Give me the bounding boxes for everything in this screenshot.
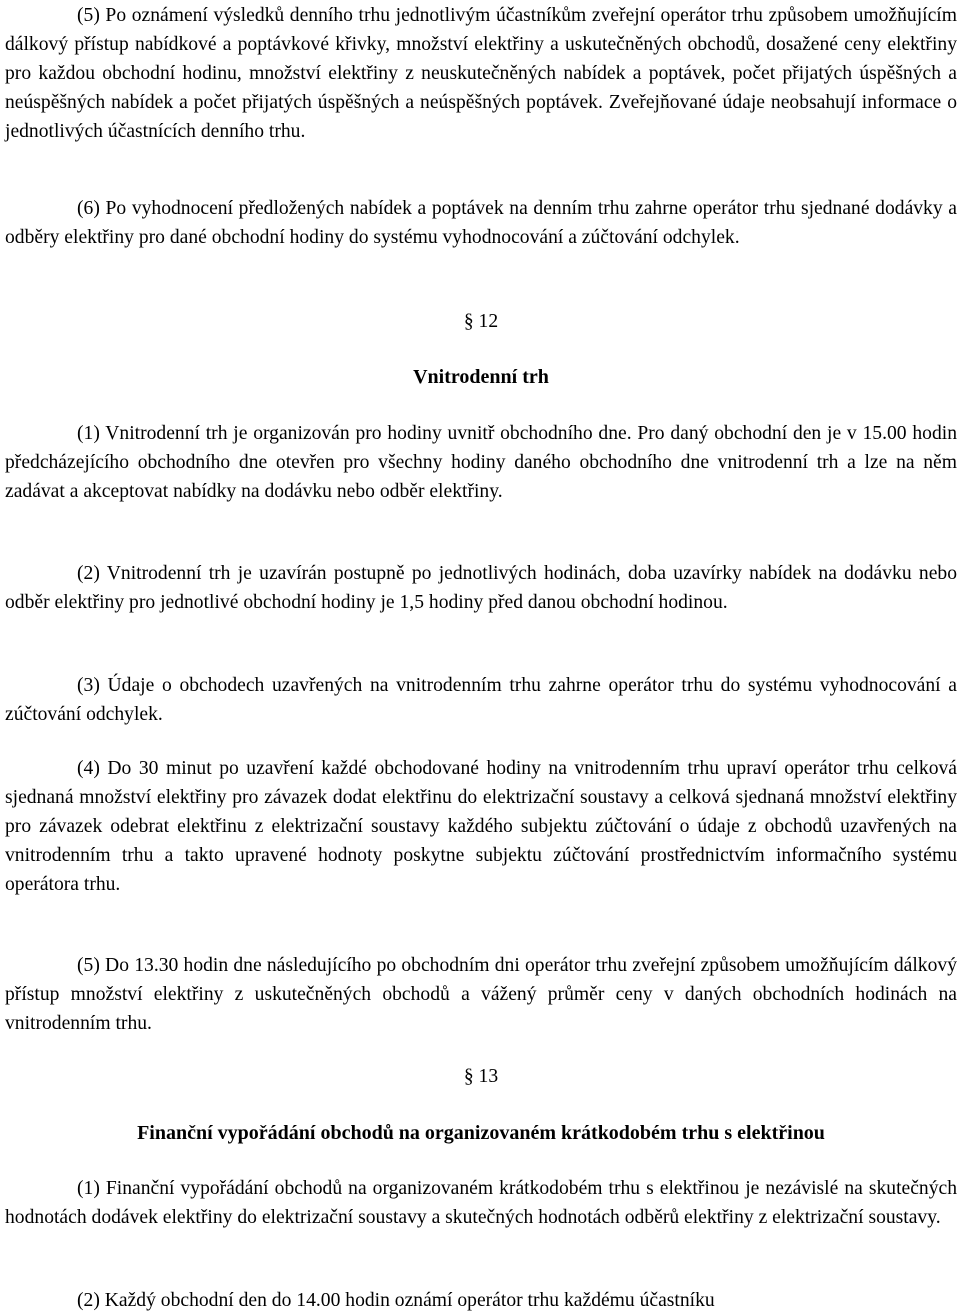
paragraph-13-1: (1) Finanční vypořádání obchodů na organizovaném krátkodobém trhu s elektřinou je nezávislé na skutečných hodnotách dodávek elektřiny do elektrizační soustavy a skutečných hodnotách odběrů elektřiny z elektrizační soustavy. bbox=[5, 1178, 957, 1228]
paragraph-13-2: (2) Každý obchodní den do 14.00 hodin oznámí operátor trhu každému účastníku bbox=[77, 1290, 715, 1311]
paragraph-11-6: (6) Po vyhodnocení předložených nabídek a poptávek na denním trhu zahrne operátor trhu sjednané dodávky a odběry elektřiny pro dané obchodní hodiny do systému vyhodnocování a zúčtování odchylek. bbox=[5, 198, 957, 248]
section-number-13: § 13 bbox=[463, 1066, 499, 1087]
paragraph-12-5: (5) Do 13.30 hodin dne následujícího po obchodním dni operátor trhu zveřejní způsobem umožňujícím dálkový přístup množství elektřiny z uskutečněných obchodů a vážený průměr ceny v daných obchodních hodinách na vnitrodenním trhu. bbox=[5, 955, 957, 1034]
section-heading-13: Finanční vypořádání obchodů na organizovaném krátkodobém trhu s elektřinou bbox=[137, 1122, 825, 1144]
paragraph-12-4: (4) Do 30 minut po uzavření každé obchodované hodiny na vnitrodenním trhu upraví operátor trhu celková sjednaná množství elektřiny pro závazek dodat elektřinu do elektrizační soustavy a celková sjednaná množství elektřiny pro závazek odebrat elektřinu z elektrizační soustavy každého subjektu zúčtování o údaje z obchodů uzavřených na vnitrodenním trhu a takto upravené hodnoty poskytne subjektu zúčtování prostřednictvím informačního systému operátora trhu. bbox=[5, 758, 957, 895]
section-number-12: § 12 bbox=[463, 311, 499, 332]
paragraph-11-5: (5) Po oznámení výsledků denního trhu jednotlivým účastníkům zveřejní operátor trhu způsobem umožňujícím dálkový přístup nabídkové a poptávkové křivky, množství elektřiny a uskutečněných obchodů, dosažené ceny elektřiny pro každou obchodní hodinu, množství elektřiny z neuskutečněných nabídek a poptávek, počet přijatých úspěšných a neúspěšných nabídek a počet přijatých úspěšných a neúspěšných poptávek. Zveřejňované údaje neobsahují informace o jednotlivých účastnících denního trhu. bbox=[5, 5, 957, 142]
paragraph-12-2: (2) Vnitrodenní trh je uzavírán postupně po jednotlivých hodinách, doba uzavírky nabídek na dodávku nebo odběr elektřiny pro jednotlivé obchodní hodiny je 1,5 hodiny před danou obchodní hodinou. bbox=[5, 563, 957, 613]
section-heading-12: Vnitrodenní trh bbox=[413, 366, 549, 388]
paragraph-12-1: (1) Vnitrodenní trh je organizován pro hodiny uvnitř obchodního dne. Pro daný obchodní den je v 15.00 hodin předcházejícího obchodního dne otevřen pro všechny hodiny daného obchodního dne vnitrodenní trh a lze na něm zadávat a akceptovat nabídky na dodávku nebo odběr elektřiny. bbox=[5, 423, 957, 502]
paragraph-12-3: (3) Údaje o obchodech uzavřených na vnitrodenním trhu zahrne operátor trhu do systému vyhodnocování a zúčtování odchylek. bbox=[5, 675, 957, 725]
